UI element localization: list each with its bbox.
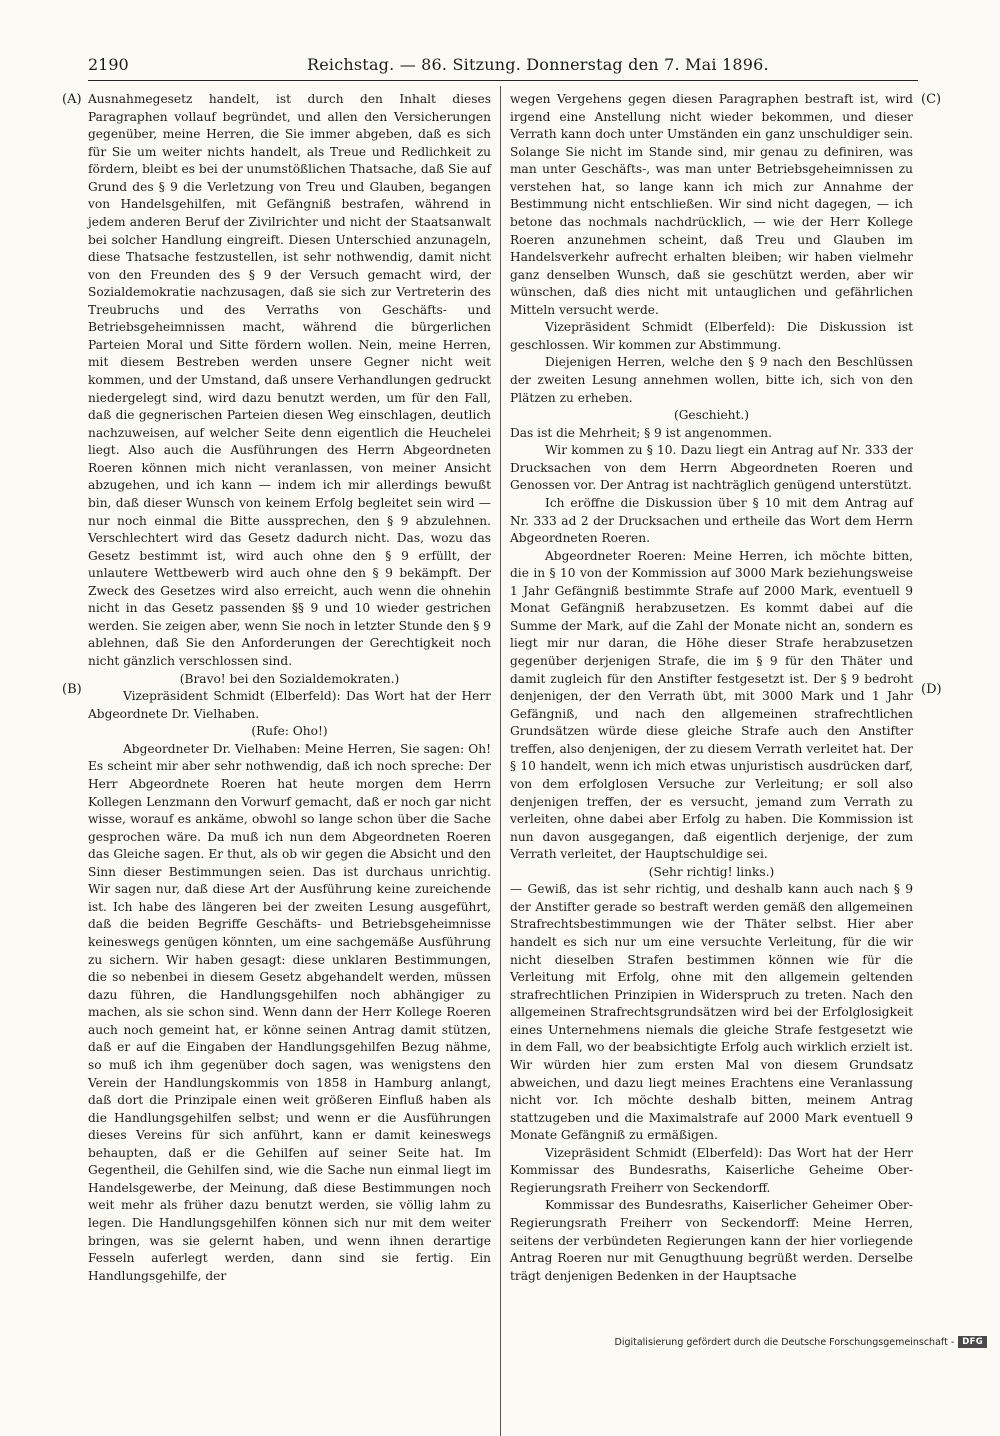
interjection: (Bravo! bei den Sozialdemokraten.) [179,671,400,686]
header-rule [88,80,918,81]
paragraph: Diejenigen Herren, welche den § 9 nach den Beschlüssen der zweiten Lesung annehmen wollen, bitte ich, sich von den Plätzen zu erheben. [510,355,913,405]
paragraph: Abgeordneter Dr. Vielhaben: Meine Herren, Sie sagen: Oh! Es scheint mir aber sehr nothwendig, daß ich noch spreche: Der Herr Abgeordnete Roeren hat heute morgen dem Herrn Kollegen Lenzmann den Vorwurf gemacht, daß er noch gar nicht wisse, worauf es ankäme, obwohl so lange schon über die Sache gesprochen wäre. Da muß ich nun dem Abgeordneten Roeren das Gleiche sagen. Er thut, als ob wir gegen die Absicht und den Sinn dieser Bestimmungen seien. Das ist durchaus unrichtig. Wir sagen nur, daß diese Art der Ausführung keine zureichende ist. Ich habe des längeren bei der zweiten Lesung ausgeführt, daß die beiden Begriffe Geschäfts- und Betriebsgeheimnisse keineswegs genügen könnten, um eine sachgemäße Ausführung zu sichern. Wir haben gesagt: diese unklaren Bestimmungen, die so nebenbei in diesem Gesetz abgehandelt werden, müssen dazu führen, die Handlungsgehilfen noch abhängiger zu machen, als sie schon sind. Wenn dann der Herr Kollege Roeren auch noch gemeint hat, er könne seinen Antrag damit stützen, daß er auf die Eingaben der Handlungsgehilfen Bezug nähme, so muß ich ihm gegenüber doch sagen, was wenigstens den Verein der Handlungskommis von 1858 in Hamburg anlangt, daß dort die Prinzipale einen weit größeren Einfluß haben als die Handlungsgehilfen selbst; und wenn er die Ausführungen dieses Vereins für sich anführt, kann er damit keineswegs behaupten, daß er die Gehilfen auf seiner Seite hat. Im Gegentheil, die Gehilfen sind, wie die Sache nun einmal liegt im Handelsgewerbe, der Meinung, daß diese Bestimmungen noch weit mehr als früher dazu benutzt werden, sie völlig lahm zu legen. Die Handlungsgehilfen können sich nur mit dem weiter bringen, was sie gelernt haben, und wenn ihnen derartige Fesseln auferlegt werden, dann sind sie fertig. Ein Handlungsgehilfe, der [88,741,491,1283]
paragraph: Ausnahmegesetz handelt, ist durch den Inhalt dieses Paragraphen vollauf begründet, und allen den Versicherungen gegenüber, meine Herren, die Sie immer abgeben, daß es sich für Sie um weiter nichts handelt, als Treue und Redlichkeit zu fördern, bleibt es bei der unumstößlichen Thatsache, daß Sie auf Grund des § 9 die Verletzung von Treu und Glauben, begangen von Handelsgehilfen, mit Gefängniß bestrafen, während in jedem anderen Beruf der Zivilrichter und nicht der Staatsanwalt bei solcher Handlung eingreift. Diesen Unterschied anzunageln, diese Thatsache festzustellen, ist sehr nothwendig, damit nicht von den Freunden des § 9 der Versuch gemacht wird, der Sozialdemokratie nachzusagen, daß sie sich zur Vertreterin des Treubruchs und des Verraths von Geschäfts- und Betriebsgeheimnissen macht, während die bürgerlichen Parteien Moral und Sitte fördern wollen. Nein, meine Herren, mit diesem Bestreben werden unsere Gegner nicht weit kommen, und der Umstand, daß unsere Verhandlungen gedruckt niedergelegt sind, wird dazu benutzt werden, um für den Fall, daß die gegnerischen Parteien diesen Weg einschlagen, deutlich nachzuweisen, auf welcher Seite denn eigentlich die Heuchelei liegt. Also auch die Ausführungen des Herrn Abgeordneten Roeren können mich nicht veranlassen, von meiner Ansicht abzugehen, und ich kann — indem ich mir allerdings bewußt bin, daß dieser Wunsch von keinem Erfolg begleitet sein wird — nur noch einmal die Bitte aussprechen, den § 9 abzulehnen. Verschlechtert wird das Gesetz dadurch nicht. Das, wozu das Gesetz bestimmt ist, wird auch ohne den § 9 erfüllt, der unlautere Wettbewerb wird auch ohne den § 9 bekämpft. Der Zweck des Gesetzes wird also erreicht, auch wenn die ohnehin nicht in das Gesetz passenden §§ 9 und 10 wieder gestrichen werden. Sie zeigen aber, wenn Sie noch in letzter Stunde den § 9 ablehnen, daß Sie den Anforderungen der Gerechtigkeit noch nicht gänzlich verschlossen sind. [88,92,491,668]
paragraph: Vizepräsident Schmidt (Elberfeld): Das Wort hat der Herr Kommissar des Bundesraths, Kaiserliche Geheime Ober-Regierungsrath Freiherr von Seckendorff. [510,1145,913,1195]
interjection: (Rufe: Oho!) [251,724,328,739]
paragraph: Wir kommen zu § 10. Dazu liegt ein Antrag auf Nr. 333 der Drucksachen von dem Herrn Abgeordneten Roeren und Genossen vor. Der Antrag ist nachträglich genügend unterstützt. [510,443,913,493]
paragraph: Ich eröffne die Diskussion über § 10 mit dem Antrag auf Nr. 333 ad 2 der Drucksachen und ertheile das Wort dem Herrn Abgeordneten Roeren. [510,495,913,546]
page-number: 2190 [88,55,129,74]
paragraph: Kommissar des Bundesraths, Kaiserlicher Geheimer Ober-Regierungsrath Freiherr von Seckendorff: Meine Herren, seitens der verbündeten Regierungen kann der hier vorliegende Antrag Roeren nur mit Genugthuung begrüßt werden. Derselbe trägt denjenigen Bedenken in der Hauptsache [510,1198,913,1283]
margin-letter-b: (B) [62,682,82,697]
margin-letter-a: (A) [62,92,82,107]
interjection: (Sehr richtig! links.) [648,864,775,879]
dfg-logo: DFG [958,1336,987,1348]
paragraph: Vizepräsident Schmidt (Elberfeld): Das Wort hat der Herr Abgeordnete Dr. Vielhaben. [88,689,491,721]
footer-text: Digitalisierung gefördert durch die Deutsche Forschungsgemeinschaft - [614,1336,955,1348]
margin-letter-c: (C) [921,92,942,107]
column-divider [500,86,501,1436]
digitization-footer [615,1336,988,1348]
paragraph: Abgeordneter Roeren: Meine Herren, ich möchte bitten, die in § 10 von der Kommission auf 3000 Mark beziehungsweise 1 Jahr Gefängniß bestimmte Strafe auf 2000 Mark, eventuell 9 Monat Gefängniß herabzusetzen. Es kommt dabei auf die Summe der Mark, auf die Zahl der Monate nicht an, sondern es liegt mir nur daran, die Höhe dieser Strafe herabzusetzen gegenüber derjenigen Strafe, die im § 9 für den Thäter und damit zugleich für den Anstifter festgesetzt ist. Der § 9 bedroht denjenigen, der den Verrath übt, mit 3000 Mark und 1 Jahr Gefängniß, und nach den allgemeinen strafrechtlichen Grundsätzen würde diese gleiche Strafe auch den Anstifter treffen, also denjenigen, der zu diesem Verrath verleitet hat. Der § 10 handelt, wenn ich mich etwas unjuristisch ausdrücken darf, von dem erfolglosen Versuche zur Verleitung; er soll also denjenigen treffen, der es versucht, jemand zum Verrath zu verleiten, ohne dabei aber Erfolg zu haben. Die Kommission ist nun davon ausgegangen, daß eigentlich derjenige, der zum Verrath verleitet, der Hauptschuldige sei. [510,548,913,862]
interjection: (Geschieht.) [673,408,750,423]
right-column [510,91,913,1285]
paragraph: — Gewiß, das ist sehr richtig, und deshalb kann auch nach § 9 der Anstifter gerade so bestraft werden gemäß den allgemeinen Strafrechtsbestimmungen wie der Thäter selbst. Hier aber handelt es sich nur um eine versuchte Verleitung, für die wir nicht dieselben Strafen bestimmen können wie für die Verleitung mit Erfolg, ohne mit den allgemein geltenden strafrechtlichen Prinzipien in Widerspruch zu treten. Nach den allgemeinen Strafrechtsgrundsätzen wird bei der Erfolglosigkeit eines Unternehmens niemals die gleiche Strafe festgesetzt wie in dem Fall, wo der beabsichtigte Erfolg auch wirklich erzielt ist. Wir würden hier zum ersten Mal von diesem Grundsatz abweichen, und dazu liegt meines Erachtens eine Veranlassung nicht vor. Ich möchte deshalb bitten, meinem Antrag stattzugeben und die Maximalstrafe auf 2000 Mark eventuell 9 Monate Gefängniß zu ermäßigen. [510,882,913,1143]
paragraph: Vizepräsident Schmidt (Elberfeld): Die Diskussion ist geschlossen. Wir kommen zur Abstimmung. [510,320,913,352]
paragraph: Das ist die Mehrheit; § 9 ist angenommen. [510,425,772,440]
paragraph: wegen Vergehens gegen diesen Paragraphen bestraft ist, wird irgend eine Anstellung nicht wieder bekommen, und dieser Verrath kann doch unter Umständen ein ganz unschuldiger sein. Solange Sie nicht im Stande sind, mir genau zu definiren, was man unter Geschäfts-, was man unter Betriebsgeheimnissen zu verstehen hat, so lange kann ich mich zur Annahme der Bestimmung nicht entschließen. Wir sind nicht dagegen, — ich betone das nochmals nachdrücklich, — wie der Herr Kollege Roeren anzunehmen scheint, daß Treu und Glauben im Handelsverkehr aufrecht erhalten bleiben; wir haben vielmehr ganz denselben Wunsch, daß sie geschützt werden, aber wir wünschen, daß dies nicht mit untauglichen und gefährlichen Mitteln versucht werde. [510,92,913,317]
page-header [88,53,918,77]
margin-letter-d: (D) [921,682,942,697]
left-column [88,91,491,1285]
running-title: Reichstag. — 86. Sitzung. Donnerstag den 7. Mai 1896. [307,55,769,74]
